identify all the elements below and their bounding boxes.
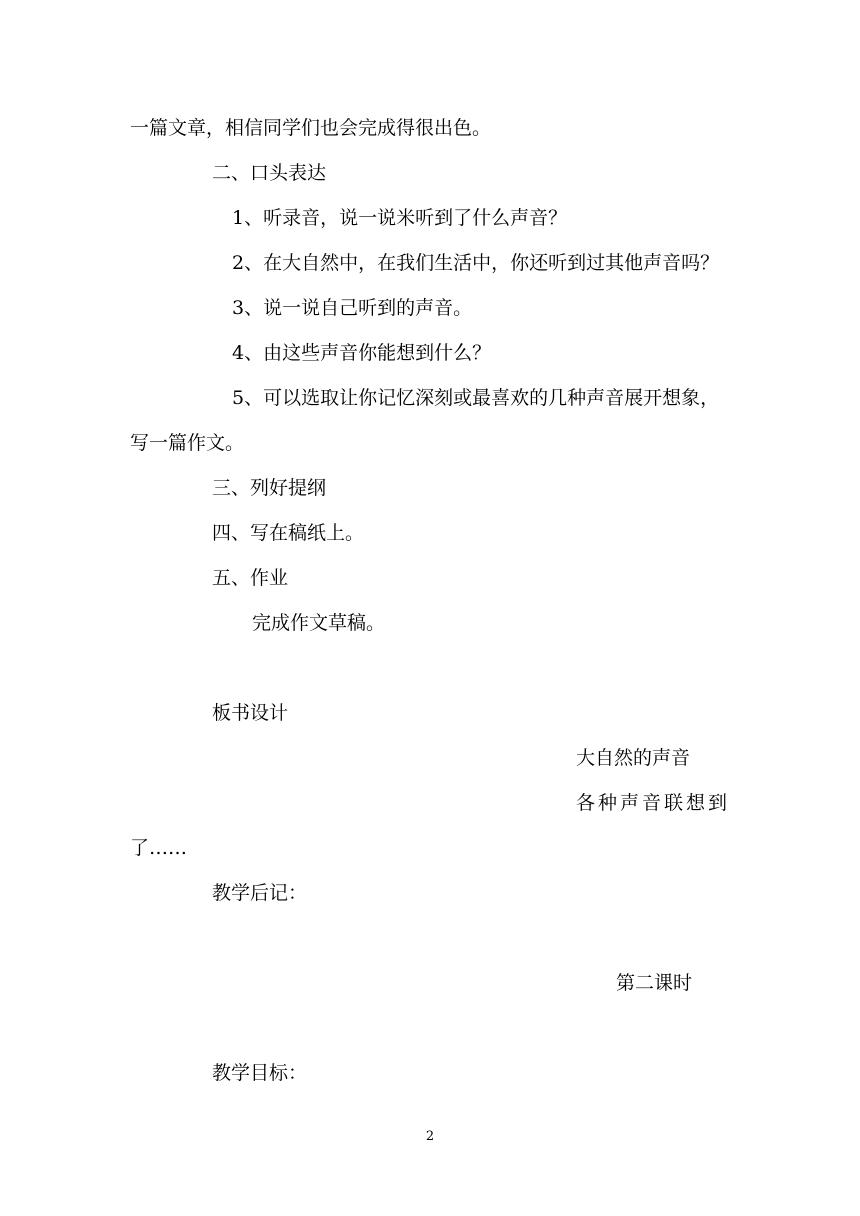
board-design-title: 大自然的声音 [576,747,691,769]
list-item-1: 1、听录音，说一说米听到了什么声音？ [232,207,568,229]
teaching-goals-heading: 教学目标： [212,1062,308,1084]
list-item-2: 2、在大自然中，在我们生活中，你还听到过其他声音吗？ [232,252,720,274]
section-heading-homework: 五、作业 [212,567,289,589]
homework-text: 完成作文草稿。 [252,612,386,634]
section-heading-oral-expression: 二、口头表达 [212,162,327,184]
lesson-title: 第二课时 [616,972,693,994]
board-design-line-continuation: 了…… [130,837,188,859]
list-item-5: 5、可以选取让你记忆深刻或最喜欢的几种声音展开想象， [232,387,720,409]
page-number: 2 [425,1129,435,1144]
board-design-line: 各种声音联想到 [576,792,731,814]
section-heading-outline: 三、列好提纲 [212,477,327,499]
list-item-5-continuation: 写一篇作文。 [130,432,245,454]
list-item-3: 3、说一说自己听到的声音。 [232,297,473,319]
list-item-4: 4、由这些声音你能想到什么？ [232,342,492,364]
paragraph-continuation: 一篇文章，相信同学们也会完成得很出色。 [130,117,492,139]
section-heading-write: 四、写在稿纸上。 [212,522,365,544]
board-design-heading: 板书设计 [212,702,289,724]
teaching-notes-heading: 教学后记： [212,882,308,904]
